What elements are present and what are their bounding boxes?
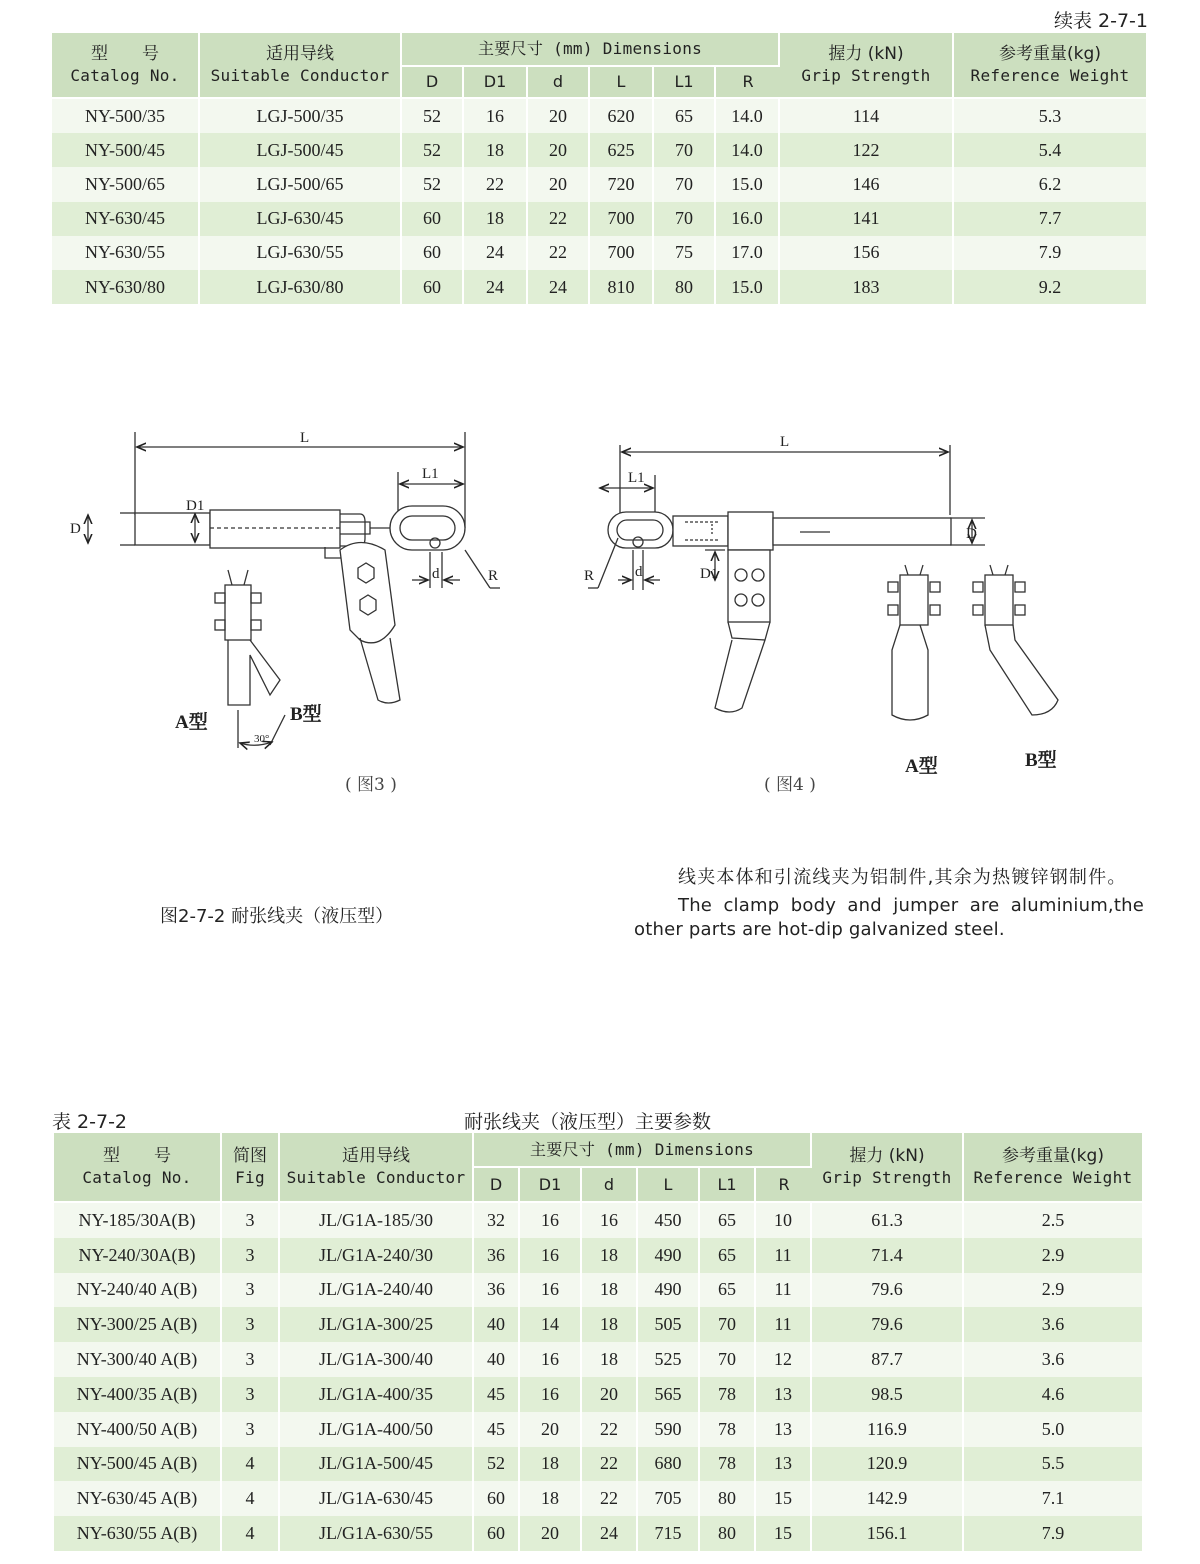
table-cell: 15.0 [716,167,780,201]
table-cell: 22 [582,1412,638,1447]
table-cell: 11 [756,1307,812,1342]
table-cell: 15 [756,1481,812,1516]
table-cell: 116.9 [812,1412,964,1447]
table-cell: 7.7 [954,202,1146,236]
table-cell: 60 [402,270,464,304]
fig3-label-D: D [70,521,81,537]
fig4-label-R: R [584,568,595,584]
table-cell: 70 [700,1307,756,1342]
table-cell: NY-500/35 [52,99,200,133]
table-cell: 78 [700,1447,756,1482]
table-cell: 705 [638,1481,700,1516]
table-cell: 700 [590,236,654,270]
table-cell: JL/G1A-240/30 [280,1238,474,1273]
table-cell: 45 [474,1377,520,1412]
header-grip: 握力 (kN) Grip Strength [812,1133,964,1203]
table-cell: LGJ-500/65 [200,167,402,201]
fig4-label-d: d [635,564,643,580]
table-cell: 3 [222,1377,280,1412]
table-cell: 71.4 [812,1238,964,1273]
table-cell: 13 [756,1447,812,1482]
table-cell: LGJ-630/45 [200,202,402,236]
specs-table-2 [54,1133,1142,1551]
table-cell: NY-630/45 [52,202,200,236]
table-cell: LGJ-630/55 [200,236,402,270]
header-dim-l1: L1 [654,67,716,99]
table-cell: 24 [464,236,528,270]
table-cell: 78 [700,1377,756,1412]
table-cell: 700 [590,202,654,236]
table-cell: 11 [756,1238,812,1273]
table-cell: 2.9 [964,1273,1142,1308]
table-cell: 13 [756,1377,812,1412]
table-cell: 156 [780,236,954,270]
table-cell: 3 [222,1412,280,1447]
header-conductor: 适用导线 Suitable Conductor [200,33,402,99]
table-cell: 98.5 [812,1377,964,1412]
table-cell: 79.6 [812,1273,964,1308]
table-cell: 18 [582,1238,638,1273]
table-cell: 14.0 [716,133,780,167]
table-row [54,1377,1142,1412]
header-fig: 简图 Fig [222,1133,280,1203]
table-cell: 122 [780,133,954,167]
table-row [54,1307,1142,1342]
table-cell: 87.7 [812,1342,964,1377]
table-row [54,1412,1142,1447]
table-cell: NY-300/25 A(B) [54,1307,222,1342]
table-cell: JL/G1A-300/40 [280,1342,474,1377]
table-row [54,1238,1142,1273]
table-cell: 11 [756,1273,812,1308]
fig4-label-D1: D1 [700,566,719,582]
table-cell: 80 [700,1516,756,1551]
table-cell: JL/G1A-400/50 [280,1412,474,1447]
table-cell: 75 [654,236,716,270]
table-cell: 7.9 [954,236,1146,270]
table-row [54,1516,1142,1551]
table-cell: 65 [654,99,716,133]
table-cell: 40 [474,1342,520,1377]
table-cell: NY-185/30A(B) [54,1203,222,1238]
table-cell: 52 [402,99,464,133]
table-cell: 18 [582,1342,638,1377]
table-cell: 16.0 [716,202,780,236]
table-cell: JL/G1A-500/45 [280,1447,474,1482]
table-cell: 70 [654,167,716,201]
table-cell: 7.9 [964,1516,1142,1551]
table-cell: 14.0 [716,99,780,133]
table-cell: 40 [474,1307,520,1342]
table-cell: 3 [222,1238,280,1273]
fig4-label-D: D [966,526,977,542]
fig3-label-R: R [488,568,499,584]
table-cell: JL/G1A-630/45 [280,1481,474,1516]
fig3-label-D1: D1 [186,498,205,514]
header-dim-l1: L1 [700,1168,756,1203]
table-cell: 3 [222,1203,280,1238]
header-dim-d: D [402,67,464,99]
table-cell: 3 [222,1342,280,1377]
table-row [52,133,1146,167]
table-cell: 60 [474,1481,520,1516]
table-cell: JL/G1A-630/55 [280,1516,474,1551]
table-cell: 4 [222,1516,280,1551]
table-cell: 183 [780,270,954,304]
table-cell: JL/G1A-185/30 [280,1203,474,1238]
table-row [52,99,1146,133]
header-weight: 参考重量(kg) Reference Weight [964,1133,1142,1203]
description-en: The clamp body and jumper are aluminium,the other parts are hot-dip galvanized steel. [634,895,1144,940]
fig3-type-b: B型 [290,704,322,725]
table-cell: 16 [464,99,528,133]
description-cn: 线夹本体和引流线夹为铝制件,其余为热镀锌钢制件。 [678,867,1127,888]
table-cell: 60 [402,236,464,270]
table-cell: 9.2 [954,270,1146,304]
table-cell: 2.5 [964,1203,1142,1238]
table2-number: 表 2-7-2 [52,1111,128,1133]
table-cell: 36 [474,1238,520,1273]
table-cell: 565 [638,1377,700,1412]
table-cell: NY-500/45 [52,133,200,167]
table-cell: 525 [638,1342,700,1377]
table-cell: 505 [638,1307,700,1342]
table-cell: 65 [700,1203,756,1238]
table-cell: 16 [520,1273,582,1308]
table-cell: 720 [590,167,654,201]
header-dimensions: 主要尺寸 (mm) Dimensions [402,33,780,67]
table-cell: 70 [700,1342,756,1377]
table-cell: 6.2 [954,167,1146,201]
figure-3-caption: ( 图3 ) [345,775,397,795]
table-cell: 490 [638,1238,700,1273]
table-cell: 4 [222,1481,280,1516]
table-cell: 490 [638,1273,700,1308]
header-weight: 参考重量(kg) Reference Weight [954,33,1146,99]
table-row [54,1447,1142,1482]
table-2-7-2 [54,1133,1142,1551]
table2-title: 耐张线夹（液压型）主要参数 [464,1111,712,1133]
table-cell: 22 [582,1481,638,1516]
table-cell: 45 [474,1412,520,1447]
table-cell: 20 [528,99,590,133]
header-dim-r: R [716,67,780,99]
table-cell: 18 [520,1447,582,1482]
table-cell: 79.6 [812,1307,964,1342]
table-cell: 5.5 [964,1447,1142,1482]
header-model: 型 号 Catalog No. [54,1133,222,1203]
table-cell: NY-630/55 A(B) [54,1516,222,1551]
table-cell: LGJ-500/35 [200,99,402,133]
table-cell: 24 [528,270,590,304]
table-cell: 80 [654,270,716,304]
table-cell: 15.0 [716,270,780,304]
table-cell: 810 [590,270,654,304]
fig4-type-b: B型 [1025,750,1057,771]
table-cell: 5.0 [964,1412,1142,1447]
table-cell: 22 [464,167,528,201]
table-cell: 20 [528,167,590,201]
table-cell: 32 [474,1203,520,1238]
table-cell: LGJ-630/80 [200,270,402,304]
fig3-type-a: A型 [175,712,208,733]
table-cell: LGJ-500/45 [200,133,402,167]
table-cell: 18 [582,1273,638,1308]
table-cell: 114 [780,99,954,133]
table-cell: 65 [700,1273,756,1308]
header-dimensions: 主要尺寸 (mm) Dimensions [474,1133,812,1168]
table-cell: 590 [638,1412,700,1447]
table-cell: 18 [520,1481,582,1516]
table-cell: 141 [780,202,954,236]
table-cell: JL/G1A-300/25 [280,1307,474,1342]
fig4-label-L1: L1 [628,470,645,486]
table-cell: 52 [402,133,464,167]
table-cell: 4.6 [964,1377,1142,1412]
header-dim-r: R [756,1168,812,1203]
table-row [52,202,1146,236]
header-dim-l: L [590,67,654,99]
header-dim-d1: D1 [464,67,528,99]
table-cell: 4 [222,1447,280,1482]
table-cell: 20 [528,133,590,167]
table-cell: 14 [520,1307,582,1342]
fig3-label-d: d [432,566,440,582]
header-dim-d: d [528,67,590,99]
table-cell: 24 [464,270,528,304]
table-cell: 15 [756,1516,812,1551]
table-row [52,270,1146,304]
fig4-type-a: A型 [905,756,938,777]
fig3-label-L1: L1 [422,466,439,482]
header-dim-d1: D1 [520,1168,582,1203]
table-cell: 18 [464,133,528,167]
table-cell: 620 [590,99,654,133]
table-cell: 70 [654,202,716,236]
continued-table-label: 续表 2-7-1 [1053,10,1148,32]
table-cell: NY-240/30A(B) [54,1238,222,1273]
table-cell: 52 [402,167,464,201]
table-cell: 3.6 [964,1342,1142,1377]
table-cell: 17.0 [716,236,780,270]
table-cell: 24 [582,1516,638,1551]
header-dim-d: D [474,1168,520,1203]
table-cell: 13 [756,1412,812,1447]
figure-4-drawing [588,445,1058,720]
table-cell: 146 [780,167,954,201]
header-conductor: 适用导线 Suitable Conductor [280,1133,474,1203]
table-cell: 52 [474,1447,520,1482]
figure-title: 图2-7-2 耐张线夹（液压型） [160,906,394,927]
table-cell: 22 [582,1447,638,1482]
table-cell: 18 [582,1307,638,1342]
table-cell: 12 [756,1342,812,1377]
table-cell: 3.6 [964,1307,1142,1342]
table-cell: NY-630/45 A(B) [54,1481,222,1516]
table-cell: 20 [520,1516,582,1551]
table-cell: 680 [638,1447,700,1482]
table-cell: 10 [756,1203,812,1238]
table-cell: 20 [520,1412,582,1447]
table-cell: 142.9 [812,1481,964,1516]
table-cell: 625 [590,133,654,167]
header-grip: 握力 (kN) Grip Strength [780,33,954,99]
table-cell: 70 [654,133,716,167]
table-cell: 5.4 [954,133,1146,167]
table-cell: 120.9 [812,1447,964,1482]
table-2-7-1-continued [52,33,1146,304]
table-cell: 16 [520,1238,582,1273]
table-cell: 2.9 [964,1238,1142,1273]
table-cell: NY-630/55 [52,236,200,270]
table-cell: 156.1 [812,1516,964,1551]
table-cell: 16 [520,1377,582,1412]
description [634,866,1144,946]
table-cell: 16 [520,1203,582,1238]
table-cell: 78 [700,1412,756,1447]
figure-4-caption: ( 图4 ) [764,775,816,795]
table-cell: 60 [474,1516,520,1551]
table-row [52,167,1146,201]
table-row [54,1273,1142,1308]
table-cell: 22 [528,202,590,236]
header-dim-l: L [638,1168,700,1203]
table-cell: 60 [402,202,464,236]
table-row [54,1203,1142,1238]
table-cell: 16 [582,1203,638,1238]
table-cell: 18 [464,202,528,236]
table-cell: 7.1 [964,1481,1142,1516]
fig4-label-L: L [780,434,790,450]
fig3-label-L: L [300,430,310,446]
table-cell: 5.3 [954,99,1146,133]
table-cell: 16 [520,1342,582,1377]
table-cell: 36 [474,1273,520,1308]
table-cell: 65 [700,1238,756,1273]
table-cell: NY-300/40 A(B) [54,1342,222,1377]
table-cell: 3 [222,1307,280,1342]
table-cell: NY-630/80 [52,270,200,304]
table-row [54,1481,1142,1516]
table-cell: JL/G1A-240/40 [280,1273,474,1308]
table-cell: 61.3 [812,1203,964,1238]
table-cell: NY-500/65 [52,167,200,201]
table-cell: 20 [582,1377,638,1412]
clamp-drawings [60,410,1080,810]
table-row [52,236,1146,270]
table-cell: NY-500/45 A(B) [54,1447,222,1482]
table-cell: NY-400/50 A(B) [54,1412,222,1447]
fig3-label-angle: 30° [254,733,270,745]
header-dim-d: d [582,1168,638,1203]
table-cell: 22 [528,236,590,270]
table-cell: NY-400/35 A(B) [54,1377,222,1412]
table-row [54,1342,1142,1377]
table-cell: 3 [222,1273,280,1308]
table-cell: 80 [700,1481,756,1516]
header-model: 型 号 Catalog No. [52,33,200,99]
table-cell: NY-240/40 A(B) [54,1273,222,1308]
table-cell: JL/G1A-400/35 [280,1377,474,1412]
table-cell: 715 [638,1516,700,1551]
table-cell: 450 [638,1203,700,1238]
specs-table-1 [52,33,1146,304]
